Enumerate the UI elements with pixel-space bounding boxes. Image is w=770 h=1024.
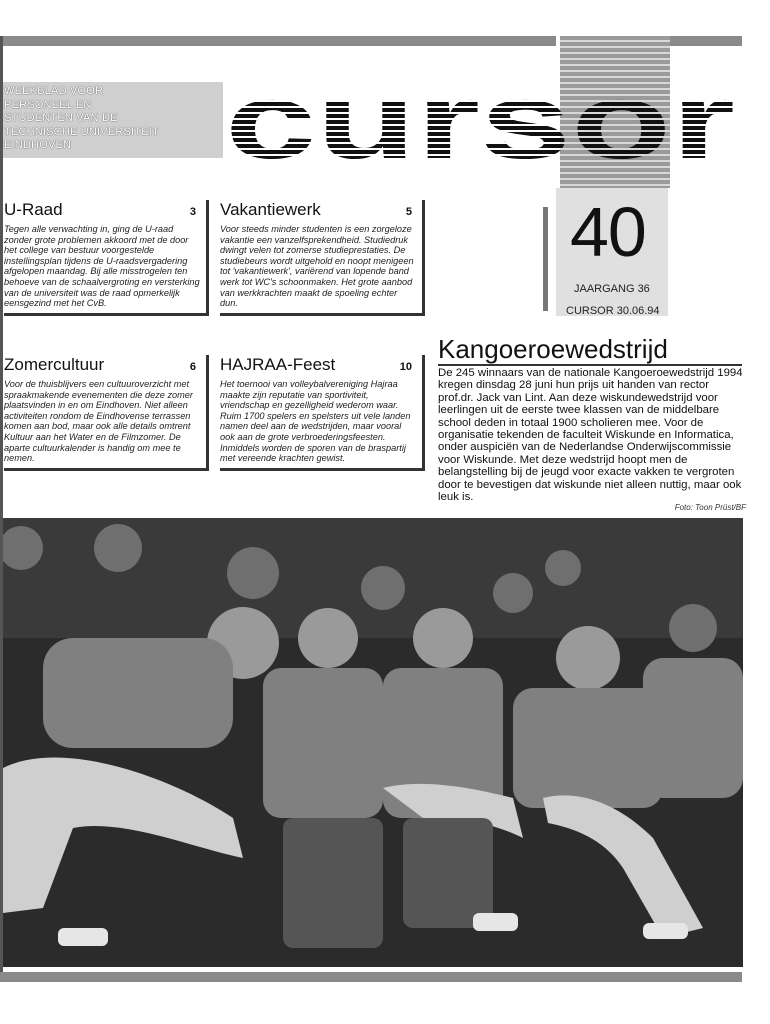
photo-illustration bbox=[3, 518, 743, 967]
teaser-page: 5 bbox=[405, 206, 412, 218]
photo-credit: Foto: Toon Prüst/BF bbox=[674, 503, 746, 512]
article-body: De 245 winnaars van de nationale Kangoeroewedstrijd 1994 kregen dinsdag 28 juni hun prijs uit handen van rector prof.dr. Jack van Lint. Aan deze wiskundewedstrijd voor leerlingen uit de eerste twee klassen van de middelbare school deden in totaal 1900 scholieren mee. Voor de organisatie tekenden de faculteit Wiskunde en Informatica, onder auspiciën van de Nederlandse Onderwijscommissie voor Wiskunde. Met deze wedstrijd hoopt men de belangstelling bij de jeugd voor exacte vakken te vergroten door te bevestigen dat wiskunde niet alleen nuttig, maar ook leuk is. bbox=[438, 367, 743, 504]
masthead-subtitle bbox=[4, 85, 204, 153]
article-rule bbox=[438, 364, 742, 366]
issue-rule bbox=[543, 207, 548, 311]
issue-number: 40 bbox=[570, 193, 646, 271]
teaser-text: Voor steeds minder studenten is een zorgeloze vakantie een vanzelfsprekendheid. Studiedruk dwingt velen tot zomerse studieprestaties. De studiebeurs wordt uitgehold en noopt menigeen tot 'vakantiewerk', variërend van lopende band werk tot WC's schoonmaken. Het grote aanbod van werkkrachten maakt de spoeling echter dun. bbox=[220, 224, 414, 309]
teaser-page: 6 bbox=[189, 361, 196, 373]
teaser-text: Het toernooi van volleybalvereniging Hajraa maakte zijn reputatie van sportiviteit, vriendschap en gezelligheid wederom waar. Ruim 1700 spelers en spelsters uit vele landen namen deel aan de wedstrijden, maar vooral ook aan de grote verbroederingsfeesten. Inmiddels worden de sporen van de braspartij met vereende krachten gewist. bbox=[220, 379, 411, 464]
subtitle-line: WEEKBLAD VOOR bbox=[4, 85, 104, 97]
cursor-logo bbox=[225, 84, 740, 166]
logo-text: cursor bbox=[225, 84, 735, 166]
teaser-text: Tegen alle verwachting in, ging de U-raad zonder grote problemen akkoord met de door het college van bestuur voorgestelde instellingsplan tijdens de U-raadsvergadering afgelopen maandag. Bij alle misstrogelen ten behoeve van de schaalvergroting en versterking van de universiteit was de raad opmerkelijk eensgezind met het CvB. bbox=[4, 224, 200, 309]
teaser-page: 10 bbox=[399, 361, 412, 373]
subtitle-line: STUDENTEN VAN DE bbox=[4, 112, 118, 125]
teaser-page: 3 bbox=[189, 206, 196, 218]
article-photo bbox=[3, 518, 743, 967]
subtitle-line: TECHNISCHE UNIVERSITEIT bbox=[4, 125, 159, 138]
issue-year: JAARGANG 36 bbox=[574, 283, 650, 295]
teaser-text: Voor de thuisblijvers een cultuuroverzicht met spraakmakende evenementen die deze zomer plaatsvinden in en om Eindhoven. Niet alleen activiteiten rondom de Eindhovense terrassen komen aan bod, maar ook alle details omtrent Kultuur aan het Water en de Filmzomer. De aparte cultuurkalender is handig om mee te nemen. bbox=[4, 379, 193, 464]
teaser-title: HAJRAA-Feest bbox=[220, 355, 336, 374]
teaser-title: U-Raad bbox=[4, 200, 63, 219]
teaser-title: Vakantiewerk bbox=[220, 200, 321, 219]
top-rule-right bbox=[668, 36, 742, 46]
subtitle-line: PERSONEEL EN bbox=[4, 98, 92, 111]
teaser-vakantiewerk[interactable] bbox=[220, 200, 425, 316]
article-title: Kangoeroewedstrijd bbox=[438, 334, 668, 364]
subtitle-line: EINDHOVEN bbox=[4, 139, 72, 152]
bottom-rule bbox=[0, 972, 742, 982]
top-rule bbox=[0, 36, 556, 46]
teaser-zomercultuur[interactable] bbox=[4, 355, 209, 471]
issue-date: CURSOR 30.06.94 bbox=[566, 305, 660, 317]
teaser-u-raad[interactable] bbox=[4, 200, 209, 316]
teaser-hajraa-feest[interactable] bbox=[220, 355, 425, 471]
teaser-title: Zomercultuur bbox=[4, 355, 105, 374]
